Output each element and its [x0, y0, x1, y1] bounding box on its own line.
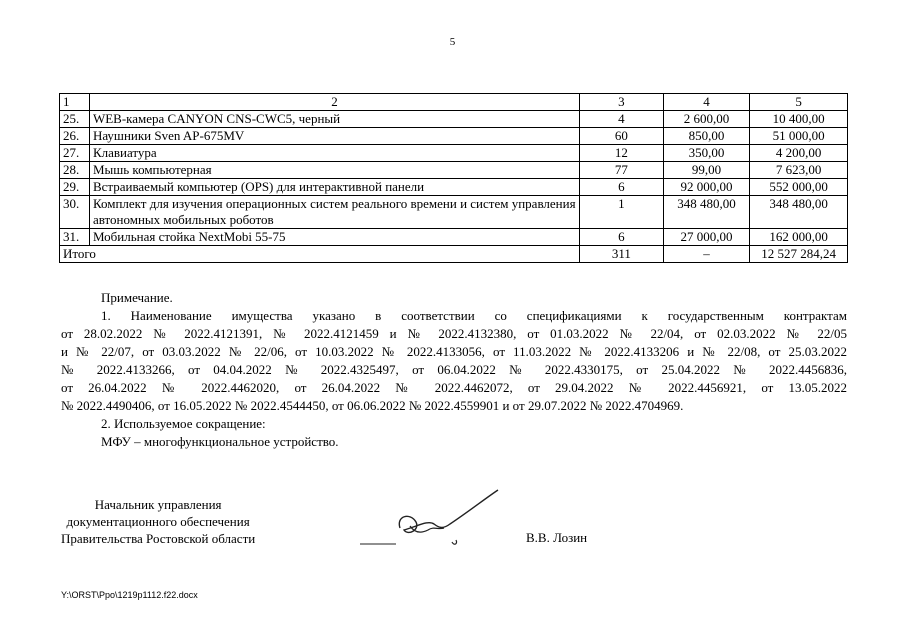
- position-line: Правительства Ростовской области: [61, 531, 256, 546]
- row-sum: 7 623,00: [750, 162, 848, 179]
- row-name: Мышь компьютерная: [89, 162, 579, 179]
- table-row: [60, 128, 848, 145]
- header-col-2: 2: [89, 94, 579, 111]
- table-row: [60, 111, 848, 128]
- table-row: [60, 162, 848, 179]
- row-price: 92 000,00: [663, 179, 750, 196]
- position-line: Начальник управления: [94, 497, 222, 512]
- note-item2: 2. Используемое сокращение:: [101, 416, 266, 431]
- row-qty: 6: [580, 229, 664, 246]
- row-price: 2 600,00: [663, 111, 750, 128]
- row-name: Встраиваемый компьютер (OPS) для интерактивной панели: [89, 179, 579, 196]
- table-total-row: [60, 246, 848, 263]
- row-sum: 348 480,00: [750, 196, 848, 229]
- file-path: Y:\ORST\Ppo\1219p1112.f22.docx: [61, 590, 198, 600]
- note-item1-line: от 28.02.2022 № 2022.4121391, № 2022.4121459 и № 2022.4132380, от 01.03.2022 № 22/04, от 02.03.2022 № 22/05: [61, 326, 847, 341]
- table-row: [60, 145, 848, 162]
- position-line: документационного обеспечения: [66, 514, 250, 529]
- note-section: [61, 289, 847, 451]
- row-name: Мобильная стойка NextMobi 55-75: [89, 229, 579, 246]
- header-col-5: 5: [750, 94, 848, 111]
- note-abbrev: МФУ – многофункциональное устройство.: [101, 434, 339, 449]
- row-price: 348 480,00: [663, 196, 750, 229]
- row-price: 99,00: [663, 162, 750, 179]
- total-sum: 12 527 284,24: [750, 246, 848, 263]
- row-number: 31.: [60, 229, 90, 246]
- row-name: Наушники Sven AP-675MV: [89, 128, 579, 145]
- row-sum: 4 200,00: [750, 145, 848, 162]
- table-row: [60, 229, 848, 246]
- row-price: 350,00: [663, 145, 750, 162]
- signer-name: В.В. Лозин: [526, 530, 588, 545]
- header-col-1: 1: [60, 94, 90, 111]
- row-number: 30.: [60, 196, 90, 229]
- row-qty: 12: [580, 145, 664, 162]
- row-sum: 10 400,00: [750, 111, 848, 128]
- row-name: WEB-камера CANYON CNS-CWC5, черный: [89, 111, 579, 128]
- row-number: 25.: [60, 111, 90, 128]
- header-col-3: 3: [580, 94, 664, 111]
- row-sum: 162 000,00: [750, 229, 848, 246]
- total-label: Итого: [60, 246, 580, 263]
- row-price: 850,00: [663, 128, 750, 145]
- handwritten-signature: [358, 486, 518, 556]
- note-item1-line: № 2022.4133266, от 04.04.2022 № 2022.4325497, от 06.04.2022 № 2022.4330175, от 25.04.2022 № 2022.4456836,: [61, 362, 847, 377]
- row-number: 26.: [60, 128, 90, 145]
- row-qty: 1: [580, 196, 664, 229]
- note-title: Примечание.: [101, 290, 173, 305]
- note-item1-line: от 26.04.2022 № 2022.4462020, от 26.04.2022 № 2022.4462072, от 29.04.2022 № 2022.4456921, от 13.05.2022: [61, 380, 847, 395]
- page-number: 5: [449, 36, 456, 48]
- row-sum: 51 000,00: [750, 128, 848, 145]
- table-row: [60, 196, 848, 229]
- row-price: 27 000,00: [663, 229, 750, 246]
- row-qty: 6: [580, 179, 664, 196]
- note-item1-line: 1. Наименование имущества указано в соответствии со спецификациями к государственным контрактам: [101, 308, 847, 323]
- row-qty: 77: [580, 162, 664, 179]
- header-col-4: 4: [663, 94, 750, 111]
- table-header-row: [60, 94, 848, 111]
- row-name: Клавиатура: [89, 145, 579, 162]
- total-price: –: [663, 246, 750, 263]
- row-number: 29.: [60, 179, 90, 196]
- note-item1-line: № 2022.4490406, от 16.05.2022 № 2022.4544450, от 06.06.2022 № 2022.4559901 и от 29.07.2022 № 2022.4704969.: [61, 398, 684, 413]
- row-qty: 60: [580, 128, 664, 145]
- table-row: [60, 179, 848, 196]
- row-name: Комплект для изучения операционных систем реального времени и систем управления автономных мобильных роботов: [89, 196, 579, 229]
- row-number: 28.: [60, 162, 90, 179]
- row-qty: 4: [580, 111, 664, 128]
- row-number: 27.: [60, 145, 90, 162]
- items-table: [59, 93, 848, 263]
- total-qty: 311: [580, 246, 664, 263]
- signatory-position: [61, 496, 255, 547]
- note-item1-line: и № 22/07, от 03.03.2022 № 22/06, от 10.03.2022 № 2022.4133056, от 11.03.2022 № 2022.4133206 и № 22/08, от 25.03.2022: [61, 344, 847, 359]
- row-sum: 552 000,00: [750, 179, 848, 196]
